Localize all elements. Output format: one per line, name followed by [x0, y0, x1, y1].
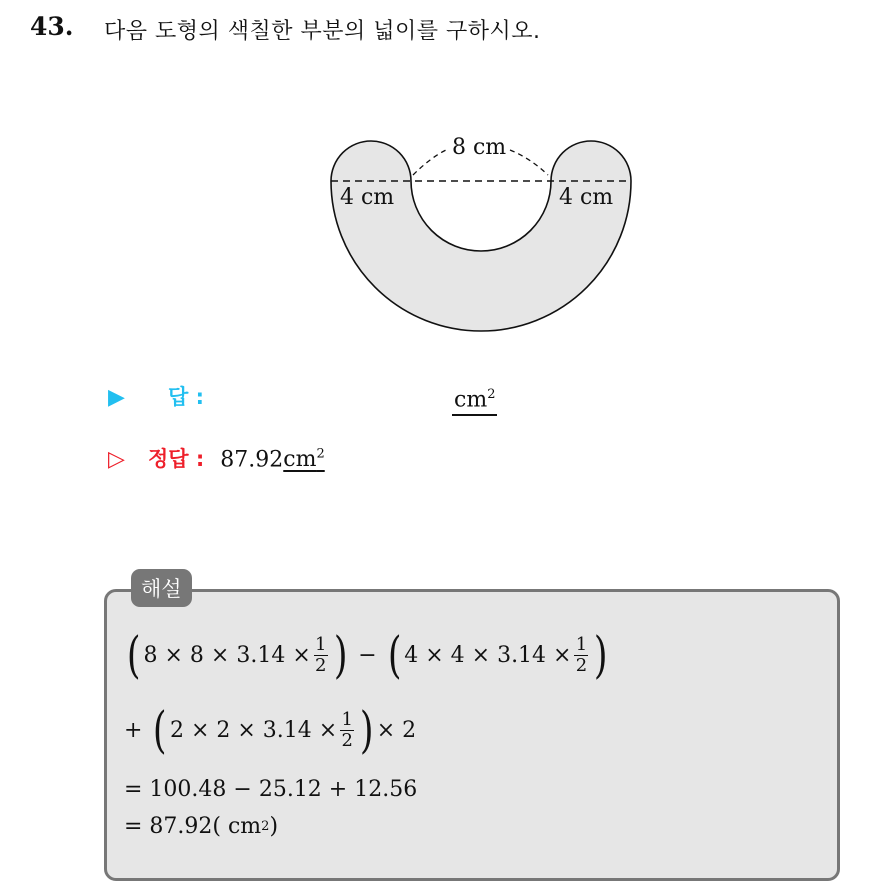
fraction-half: $\frac{1}{2}$ — [315, 633, 327, 676]
question-text: 다음 도형의 색칠한 부분의 넓이를 구하시오. — [104, 19, 541, 44]
solution-line-1 — [124, 626, 611, 684]
correct-unit — [283, 447, 324, 472]
paren-open: ( — [387, 626, 402, 684]
solution-line-2 — [124, 701, 417, 759]
solution-line2-plus: + — [124, 717, 143, 743]
correct-number: 87.92 — [220, 447, 284, 472]
correct-unit-exp: 2 — [316, 446, 325, 462]
solution-line-3 — [124, 777, 417, 802]
shaded-region — [331, 141, 631, 331]
question-number: 43. — [30, 12, 74, 41]
solution-line4-value: = 87.92( cm — [124, 814, 262, 839]
label-top: 8 cm — [452, 135, 507, 160]
solution-line1-b: 4 × 4 × 3.14 × — [404, 642, 572, 668]
answer-unit[interactable] — [452, 381, 497, 416]
paren-open: ( — [126, 626, 141, 684]
solution-line-4 — [124, 814, 278, 839]
paren-close: ) — [333, 626, 348, 684]
solution-badge: 해설 — [131, 569, 192, 607]
correct-value — [220, 447, 324, 472]
solution-line1-a: 8 × 8 × 3.14 × — [143, 642, 311, 668]
fraction-half: $\frac{1}{2}$ — [341, 708, 353, 751]
correct-label: 정답 : — [148, 447, 205, 471]
paren-close: ) — [360, 701, 374, 759]
solution-line4-close: ) — [269, 814, 279, 839]
correct-row — [108, 443, 325, 473]
top-dimension-arc — [413, 150, 446, 175]
shaded-figure — [300, 115, 660, 355]
paren-open: ( — [153, 701, 168, 759]
answer-label: 답 : — [168, 385, 204, 409]
top-dimension-arc-right — [510, 150, 548, 175]
correct-unit-text: cm — [283, 447, 317, 472]
solution-line2-tail: × 2 — [376, 717, 417, 743]
paren-close: ) — [594, 626, 609, 684]
label-left: 4 cm — [340, 185, 395, 210]
solution-line3: = 100.48 − 25.12 + 12.56 — [124, 777, 418, 802]
solution-line1-minus: − — [358, 642, 377, 668]
solution-line4-exp: 2 — [261, 819, 270, 834]
fraction-half: $\frac{1}{2}$ — [575, 633, 588, 676]
answer-unit-text: cm — [454, 387, 488, 413]
correct-marker-icon: ▷ — [108, 447, 125, 472]
answer-unit-exp: 2 — [487, 387, 496, 402]
solution-line2-a: 2 × 2 × 3.14 × — [169, 717, 338, 743]
answer-marker-icon: ▶ — [108, 385, 125, 410]
answer-row — [108, 381, 204, 411]
label-right: 4 cm — [559, 185, 614, 210]
